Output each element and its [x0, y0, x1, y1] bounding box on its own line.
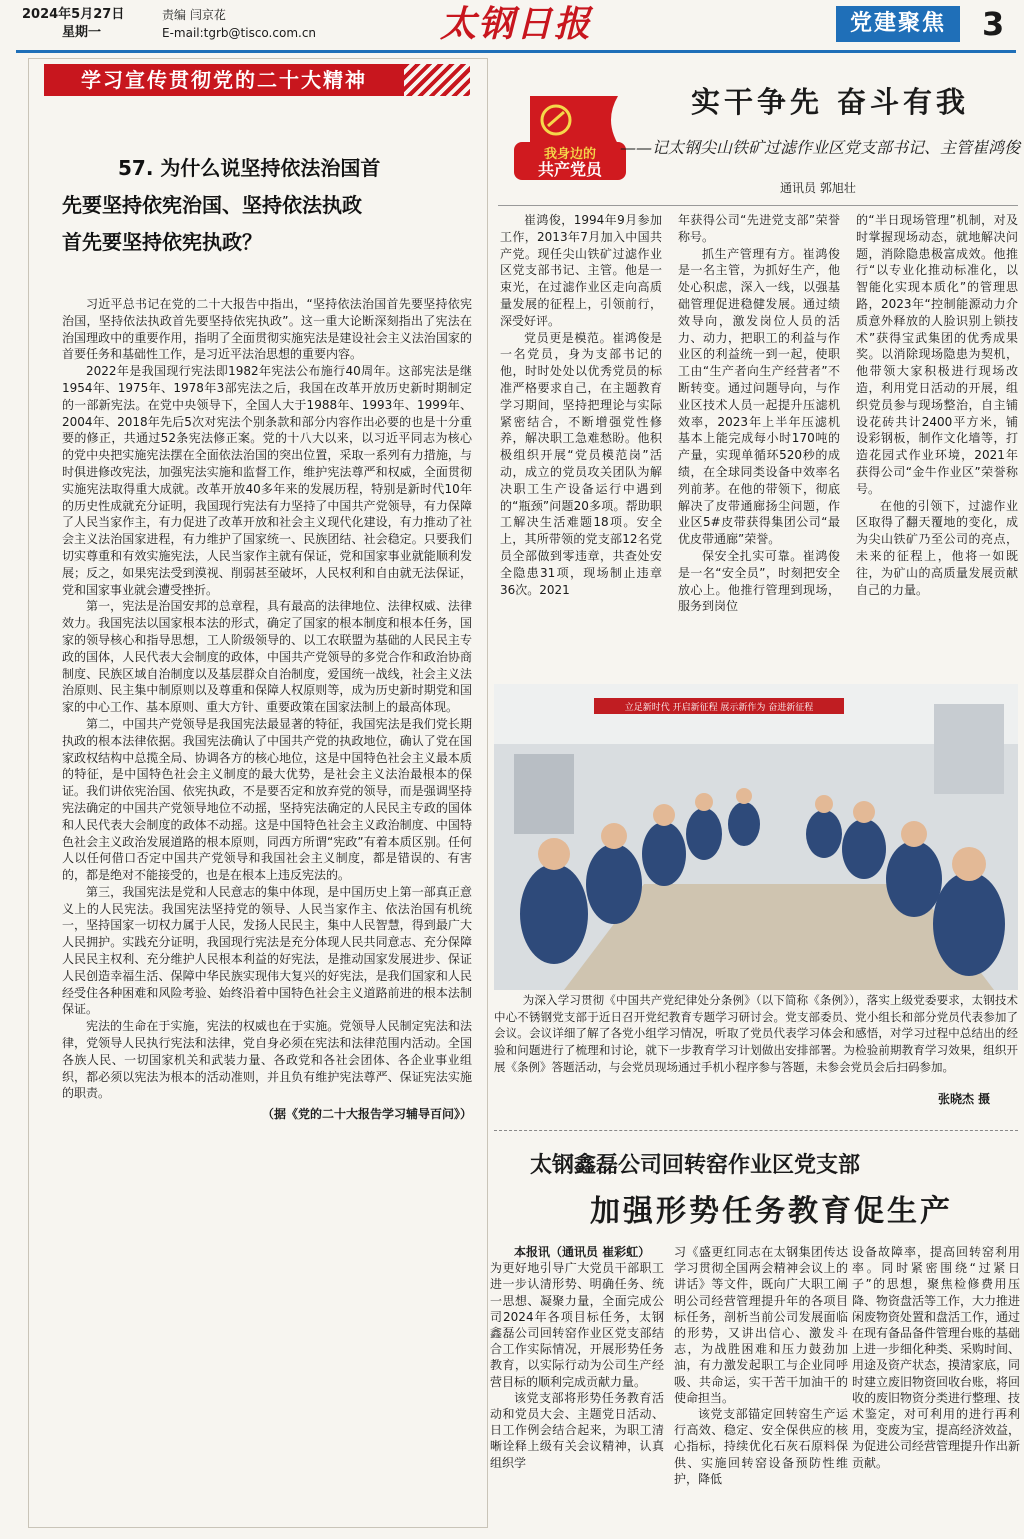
photographer-credit: 张晓杰 摄	[938, 1092, 991, 1106]
paragraph: 设备故障率，提高回转窑利用率。同时紧密围绕“过紧日子”的思想，聚焦检修费用压降、物资盘活等工作，大力推进闲废物资处置和盘活工作，通过在现有备品备件管理台账的基础上进一步细化种类、采购时间、用途及资产状态，摸清家底，同时建立废旧物资回收台账，将回收的废旧物资分类进行整理、技术鉴定，对可利用的进行再利用，变废为宝，提高经济效益，为促进公司经营管理提升作出新贡献。	[852, 1245, 1021, 1470]
paragraph: 习近平总书记在党的二十大报告中指出，“坚持依法治国首先要坚持依宪治国，坚持依法执政首先要坚持依宪执政”。这一重大论断深刻指出了宪法在治国理政中的重要作用，指明了全面贯彻实施宪法是建设社会主义法治国家的首要任务和基础性工作，是习近平法治思想的重要内容。	[62, 297, 472, 362]
feature-byline: 通讯员 郭旭壮	[780, 181, 856, 195]
feature-rule	[498, 205, 1018, 206]
caption-text: 为深入学习贯彻《中国共产党纪律处分条例》（以下简称《条例》），落实上级党委要求，太钢技术中心不锈钢党支部于近日召开党纪教育专题学习研讨会。党支部委员、党小组长和部分党员代表参加了会议。会议详细了解了各党小组学习情况，听取了党员代表学习体会和感悟，对学习过程中总结出的经验和问题进行了梳理和讨论，就下一步教育学习计划做出安排部署。为检验前期教育学习效果，组织开展《条例》答题活动，与会党员现场通过手机小程序参与答题，未参会党员会后扫码参加。	[494, 993, 1018, 1074]
masthead-rule	[16, 50, 1016, 53]
question-title	[62, 150, 462, 261]
editor-name: 责编 闫京花	[162, 8, 226, 22]
wall-slogan: 立足新时代 开启新征程 展示新作为 奋进新征程	[624, 703, 814, 713]
paragraph: 党员更是模范。崔鸿俊是一名党员，身为支部书记的他，时时处处以优秀党员的标准严格要求自己，在主题教育学习期间，坚持把理论与实际紧密结合，不断增强党性修养，解决职工急难愁盼。他积极组织开展“党员模范岗”活动，成立的党员攻关团队为解决职工生产设备运行中遇到的“瓶颈”问题20多项。帮助职工解决生活难题18项。安全上，其所带领的党支部12名党员全部做到零违章，共查处安全隐患31项，现场制止违章36次。2021	[500, 330, 662, 597]
paragraph: 的“半日现场管理”机制，对及时掌握现场动态，就地解决问题，消除隐患极富成效。他推行“以专业化推动标准化，以智能化实现本质化”的管理思路，2023年“控制能源动力介质意外释放的人脸识别上锁技术”获得宝武集团的优秀成果奖。以消除现场隐患为契机，他带领大家积极进行现场改造，利用党日活动的开展，组织党员参与现场整治，自主铺设花砖共计2400平方米，铺设彩钢板，制作文化墙等，打造花园式作业环境，2021年获得公司“金牛作业区”荣誉称号。	[856, 213, 1018, 496]
article-column-3	[852, 1244, 1020, 1471]
paragraph: 该党支部锚定回转窑生产运行高效、稳定、安全保供应的核心指标，持续优化石灰石原料保供、实施回转窑设备预防性维护，降低	[674, 1407, 848, 1486]
feature-column-1	[500, 212, 662, 598]
paragraph: 崔鸿俊，1994年9月参加工作，2013年7月加入中国共产党。现任尖山铁矿过滤作业区党支部书记、主管。他是一束光，在过滤作业区走向高质量发展的征程上，引领前行，深受好评。	[500, 213, 662, 328]
question-line: 57. 为什么说坚持依法治国首	[118, 156, 381, 180]
feature-subheadline: ——记太钢尖山铁矿过滤作业区党支部书记、主管崔鸿俊	[620, 138, 1021, 157]
feature-headline: 实干争先 奋斗有我	[690, 85, 970, 119]
article-lead	[490, 1244, 664, 1260]
issue-date: 2024年5月27日	[22, 7, 125, 22]
article-kicker: 太钢鑫磊公司回转窑作业区党支部	[530, 1153, 861, 1178]
question-line: 首先要坚持依宪执政？	[62, 230, 262, 254]
source-note: （据《党的二十大报告学习辅导百问》）	[261, 1107, 472, 1122]
paragraph: 抓生产管理有方。崔鸿俊是一名主管，为抓好生产，他处心积虑，深入一线，以强基础管理促进稳健发展。通过绩效导向，激发岗位人员的活力、动力，把职工的利益与作业区的利益统一到一起，使职工由“生产者向生产经营者”不断转变。通过问题导向，与作业区技术人员一起提升压滤机效率，2023年上半年压滤机基本上能完成每小时170吨的产量，实现单循环520秒的成绩，在全球同类设备中效率名列前茅。在他的带领下，彻底解决了皮带通廊扬尘问题，作业区5#皮带获得集团公司“最优皮带通廊”荣誉。	[678, 246, 840, 547]
paragraph: 保安全扎实可靠。崔鸿俊是一名“安全员”，时刻把安全放心上。他推行管理到现场，服务到岗位	[678, 548, 840, 614]
section-divider	[494, 1130, 1018, 1131]
photo-caption	[494, 992, 1018, 1076]
paragraph: 第二，中国共产党领导是我国宪法最显著的特征，我国宪法是我们党长期执政的根本法律依据。我国宪法确认了中国共产党的执政地位，确认了党在国家政权结构中总揽全局、协调各方的核心地位，这是中国特色社会主义最本质的特征，是中国特色社会主义制度的最大优势，是社会主义法治最根本的保证。我们讲依宪治国、依宪执政，不是要否定和放弃党的领导，而是强调坚持宪法确定的中国共产党领导地位不动摇，坚持宪法确定的人民民主专政的国体和人民代表大会制度的政体不动摇。这是中国特色社会主义政治制度、中国特色社会主义政治发展道路的根本原则，同西方所谓“宪政”有着本质区别。任何人以任何借口否定中国共产党领导和我国社会主义制度，都是错误的、有害的，都是绝对不能接受的，也是在根本上违反宪法的。	[62, 716, 472, 883]
paragraph: 宪法的生命在于实施，宪法的权威也在于实施。党领导人民制定宪法和法律，党领导人民执行宪法和法律，党自身必须在宪法和法律范围内活动。全国各族人民、一切国家机关和武装力量、各政党和各社会团体、各企业事业组织，都必须以宪法为根本的活动准则，并且负有维护宪法尊严、保证宪法实施的职责。	[62, 1019, 472, 1101]
feature-column-3	[856, 212, 1018, 598]
newspaper-logo: 太钢日报	[440, 3, 593, 45]
paragraph: 为更好地引导广大党员干部职工进一步认清形势、明确任务、统一思想、凝聚力量，全面完成公司2024年各项目标任务，太钢鑫磊公司回转窑作业区党支部结合工作实际情况，开展形势任务教育，以实际行动为公司生产经营目标的顺利完成贡献力量。	[490, 1261, 664, 1389]
paragraph: 2022年是我国现行宪法即1982年宪法公布施行40周年。这部宪法是继1954年、1975年、1978年3部宪法之后，我国在改革开放历史新时期制定的一部新宪法。在党中央领导下，全国人大于1988年、1993年、1999年、2004年、2018年先后5次对宪法个别条款和部分内容作出必要的也是十分重要的修正，共通过52条宪法修正案。党的十八大以来，以习近平同志为核心的党中央把实施宪法摆在全面依法治国的突出位置，采取一系列有力措施，与时俱进修改宪法，加强宪法实施和监督工作，维护宪法尊严和权威，全面贯彻实施宪法取得重大成就。改革开放40多年来的发展历程，特别是新时代10年的历史性成就充分证明，我国现行宪法有力坚持了中国共产党领导，有力保障了人民当家作主，有力促进了改革开放和社会主义现代化建设，有力推动了社会主义法治国家进程，有力维护了国家统一、民族团结、社会稳定。只要我们切实尊重和有效实施宪法，人民当家作主就有保证，党和国家事业就能顺利发展；反之，如果宪法受到漠视、削弱甚至破坏，人民权利和自由就无法保证，党和国家事业就会遭受挫折。	[62, 364, 472, 597]
paragraph: 习《盛更红同志在太钢集团传达学习贯彻全国两会精神会议上的讲话》等文件，既向广大职工阐明公司经营管理提升年的各项目标任务，剖析当前公司发展面临的形势，又讲出信心、激发斗志，为战胜困难和压力鼓劲加油，有力激发起职工与企业同呼吸、共命运，实干苦干加油干的使命担当。	[674, 1245, 848, 1405]
masthead-editor-block	[162, 6, 316, 42]
article-column-1	[490, 1244, 664, 1471]
section-name: 党建聚焦	[836, 6, 960, 42]
badge-line-2: 共产党员	[537, 160, 603, 179]
party-member-badge	[508, 90, 632, 182]
paragraph: 年获得公司“先进党支部”荣誉称号。	[678, 213, 840, 244]
article-column-2	[674, 1244, 848, 1487]
paragraph: 在他的引领下，过滤作业区取得了翻天覆地的变化，成为尖山铁矿乃至公司的亮点，未来的征程上，他将一如既往，为矿山的高质量发展贡献自己的力量。	[856, 498, 1018, 597]
editor-email: E-mail:tgrb@tisco.com.cn	[162, 26, 317, 40]
article-headline: 加强形势任务教育促生产	[590, 1194, 953, 1229]
feature-column-2	[678, 212, 840, 615]
banner-stripes	[404, 64, 470, 96]
masthead-date-block	[22, 6, 124, 42]
paragraph: 第一，宪法是治国安邦的总章程，具有最高的法律地位、法律权威、法律效力。我国宪法以国家根本法的形式，确定了国家的根本制度和根本任务，国家的领导核心和指导思想，工人阶级领导的、以工农联盟为基础的人民民主专政的国体，人民代表大会制度的政体，中国共产党领导的多党合作和政治协商制度、民族区域自治制度以及基层群众自治制度，爱国统一战线，社会主义法治原则、民主集中制原则以及尊重和保障人权原则等，成为历史新时期党和国家的中心工作、基本原则、重大方针、重要政策在国家法制上的最高体现。	[62, 599, 472, 715]
paragraph: 该党支部将形势任务教育活动和党员大会、主题党日活动、日工作例会结合起来，为职工清晰诠释上级有关会议精神，认真组织学	[490, 1390, 664, 1470]
meeting-photo	[494, 684, 1018, 990]
question-answer-body	[62, 296, 472, 1123]
column-banner: 学习宣传贯彻党的二十大精神	[44, 64, 404, 96]
question-line: 先要坚持依宪治国、坚持依法执政	[62, 193, 362, 217]
dateline: 本报讯（通讯员 崔彩虹）	[514, 1245, 651, 1259]
badge-line-1: 我身边的	[543, 147, 597, 162]
page-number: 3	[982, 5, 1005, 43]
issue-weekday: 星期一	[62, 25, 102, 40]
paragraph: 第三，我国宪法是党和人民意志的集中体现，是中国历史上第一部真正意义上的人民宪法。我国宪法坚持党的领导、人民当家作主、依法治国有机统一，坚持国家一切权力属于人民，发扬人民民主，集中人民智慧，得到最广大人民拥护。实践充分证明，我国现行宪法是充分体现人民共同意志、充分保障人民民主权利、充分维护人民根本利益的好宪法，是推动国家发展进步、保证人民创造幸福生活、保障中华民族实现伟大复兴的好宪法，是我们国家和人民经受住各种困难和风险考验、始终沿着中国特色社会主义道路前进的根本法制保证。	[62, 884, 472, 1017]
